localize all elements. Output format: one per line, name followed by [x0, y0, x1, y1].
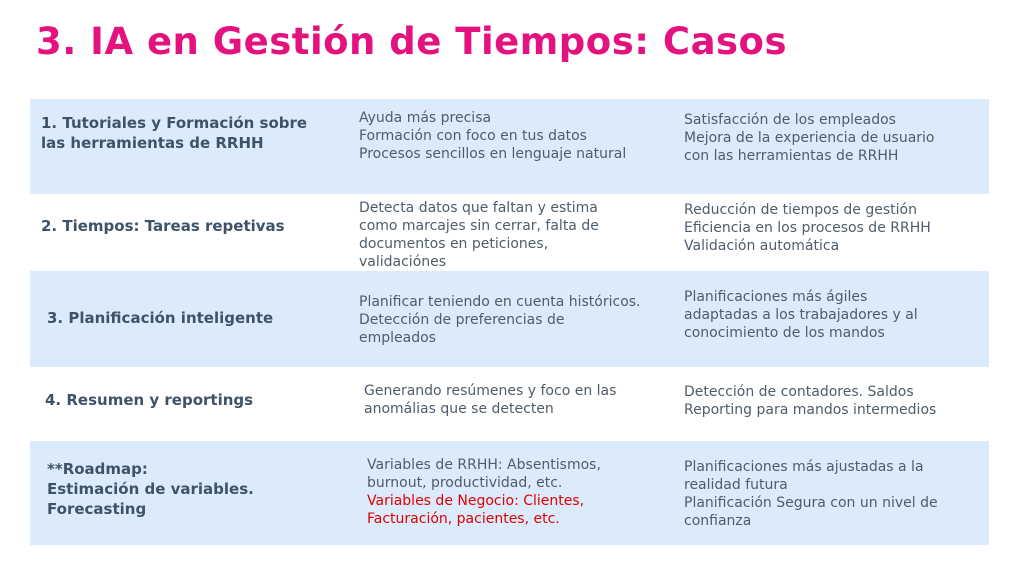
- row-tutoriales-capabilities: Ayuda más precisa Formación con foco en tus datos Procesos sencillos en lenguaje natural: [359, 110, 627, 162]
- row-title-tutoriales: 1. Tutoriales y Formación sobre las herramientas de RRHH: [41, 114, 308, 152]
- row-planificacion-benefits: Planificaciones más ágiles adaptadas a los trabajadores y al conocimiento de los mandos: [684, 289, 918, 341]
- business-variables-highlight: Facturación, pacientes, etc.: [367, 511, 560, 527]
- row-title-tiempos: 2. Tiempos: Tareas repetivas: [41, 217, 285, 235]
- row-title-planificacion: 3. Planificación inteligente: [47, 309, 274, 327]
- row-resumen-capabilities: Generando resúmenes y foco en las anomálias que se detecten: [364, 383, 617, 417]
- page-title: 3. IA en Gestión de Tiempos: Casos: [36, 20, 788, 63]
- business-variables-highlight: Variables de Negocio: Clientes,: [367, 493, 585, 509]
- row-tiempos-benefits: Reducción de tiempos de gestión Eficiencia en los procesos de RRHH Validación automática: [684, 202, 931, 254]
- row-planificacion-capabilities: Planificar teniendo en cuenta históricos. Detección de preferencias de empleados: [359, 294, 641, 346]
- row-roadmap-capabilities: Variables de RRHH: Absentismos, burnout, productividad, etc. Variables de Negocio: Clientes, Facturación, pacientes, etc.: [367, 457, 601, 527]
- row-resumen-benefits: Detección de contadores. Saldos Reporting para mandos intermedios: [684, 384, 937, 418]
- row-title-roadmap: **Roadmap: Estimación de variables. Forecasting: [47, 460, 254, 518]
- row-tutoriales-benefits: Satisfacción de los empleados Mejora de la experiencia de usuario con las herramientas de RRHH: [684, 112, 935, 164]
- row-tiempos-capabilities: Detecta datos que faltan y estima como marcajes sin cerrar, falta de documentos en peticiones, validaciónes: [359, 200, 599, 270]
- row-roadmap-benefits: Planificaciones más ajustadas a la realidad futura Planificación Segura con un nivel de confianza: [684, 459, 938, 529]
- row-title-resumen: 4. Resumen y reportings: [45, 391, 254, 409]
